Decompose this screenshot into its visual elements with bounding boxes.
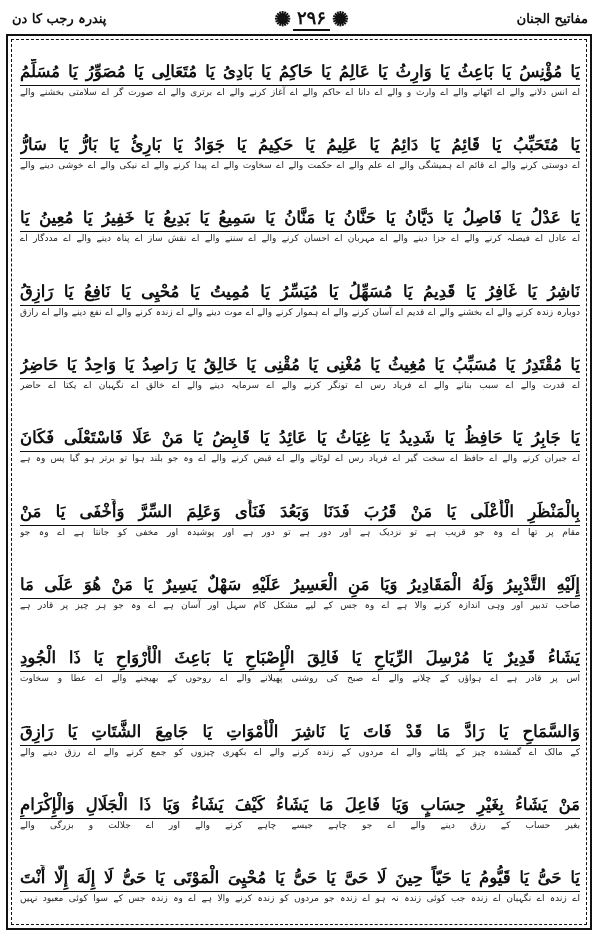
text-pair — [20, 702, 580, 775]
text-pair — [20, 42, 580, 115]
text-pair — [20, 115, 580, 188]
arabic-line: یَشَاءُ قَدِیرٌ یَا مُرْسِلَ الرِّیَاحِ یَا فَالِقَ الْإِصْبَاحِ یَا بَاعِثَ الْأَرْوَاحِ یَا ذَا الْجُودِ — [20, 648, 580, 668]
arabic-line: یَا جَابِرُ یَا حَافِظُ یَا شَدِیدُ یَا غِیَاثُ یَا عَائِدُ یَا قَابِضُ یَا مَنْ عَلَا فَاسْتَعْلَی فَکَانَ — [20, 428, 580, 448]
urdu-translation-line: اے دوستی کرنے والے اے قائم اے ہمیشگی والے اے علم والے اے حکمت والے اے سخاوت والے اے پیدا کرنے والے اے نیکی والے اے خوشی دینے والے — [20, 158, 580, 172]
arabic-line: وَالسَّمَاحِ یَا رَادَّ مَا قَدْ فَاتَ یَا نَاشِرَ الْأَمْوَاتِ یَا جَامِعَ الشَّتَاتِ یَا رَازِقَ — [20, 721, 580, 741]
text-pair — [20, 555, 580, 628]
arabic-line: إِلَیْهِ التَّدْبِیرُ وَلَهُ الْمَقَادِیرُ وَیَا مَنِ الْعَسِیرُ عَلَیْهِ سَهْلٌ یَسِیرٌ یَا مَنْ هُوَ عَلَی مَا — [20, 574, 580, 594]
urdu-translation-line: اے قدرت والے اے سبب بنانے والے اے فریاد رس اے تونگر کرنے والے اے سرمایہ دینے والے اے خالق اے نگہبان اے یکتا اے حاضر — [20, 378, 580, 392]
supplication-text — [20, 42, 580, 922]
urdu-translation-line: دوبارہ زندہ کرنے والے اے بخشنے والے اے قدیم اے آسان کرنے والے اے ہموار کرنے والے اے موت دینے والے اے زندہ کرنے والے اے نفع دینے والے اے رازق — [20, 305, 580, 319]
page-header — [12, 4, 588, 34]
star-ornament-icon: ✺ — [274, 7, 292, 31]
urdu-translation-line: اے جبران کرنے والے اے حافظ اے سخت گیر اے فریاد رس اے لوٹانے والے اے قبض کرنے والے اے وہ جو بلند ہوا تو برتر ہو گیا پس وہ ہے — [20, 451, 580, 465]
text-pair — [20, 335, 580, 408]
urdu-translation-line: مقام پر تھا اے وہ جو قریب ہے تو نزدیک ہے اور دور ہے تو دور ہے اور پوشیدہ اور مخفی کو جانتا ہے اے وہ جو — [20, 525, 580, 539]
text-pair — [20, 482, 580, 555]
urdu-translation-line: اے عادل اے فیصلہ کرنے والے اے جزا دینے والے اے مہربان اے احسان کرنے والے اے سننے والے اے نقش ساز اے پناہ دینے والے اے مددگار اے — [20, 231, 580, 245]
text-pair — [20, 189, 580, 262]
urdu-translation-line: بغیر حساب کے رزق دینے والے اے جو چاہے جیسے چاہے کرنے والے اور اے جلالت و بزرگی والے — [20, 818, 580, 832]
text-pair — [20, 262, 580, 335]
text-pair — [20, 629, 580, 702]
arabic-line: بِالْمَنْظَرِ الْأَعْلَی یَا مَنْ قَرُبَ فَدَنَا وَبَعُدَ فَنَأَی وَعَلِمَ السِّرَّ وَأَخْفَی یَا مَنْ — [20, 501, 580, 521]
text-pair — [20, 775, 580, 848]
urdu-translation-line: اے انس دلانے والے اے اٹھانے والے اے وارث و والے اے دانا اے حاکم والے اے آغاز کرنے والے اے برتری والے اے صورت گر اے سلامتی بخشنے والے — [20, 85, 580, 99]
urdu-translation-line: صاحب تدبیر اور وہی اندازہ کرنے والا ہے اے وہ جس کے لیے مشکل کام سہل اور آسان ہے اے وہ جو ہر چیز پر قادر ہے — [20, 598, 580, 612]
urdu-translation-line: اس پر قادر ہے اے ہواؤں کے چلانے والے اے صبح کی روشنی پھیلانے والے اے روحوں کے بھیجنے والے اے عطا و سخاوت — [20, 671, 580, 685]
page-number: ۲۹۶ — [293, 8, 330, 31]
arabic-line: مَنْ یَشَاءُ بِغَیْرِ حِسَابٍ وَیَا فَاعِلَ مَا یَشَاءُ کَیْفَ یَشَاءُ وَیَا ذَا الْجَلَالِ وَالْإِکْرَامِ — [20, 794, 580, 814]
book-title: مفاتیح الجنان — [516, 11, 588, 27]
arabic-line: یَا حَیُّ یَا قَیُّومُ یَا حَیّاً حِینَ لَا حَیَّ یَا حَیُّ یَا مُحْیِیَ الْمَوْتَی یَا حَیُّ لَا إِلَهَ إِلَّا أَنْتَ — [20, 868, 580, 888]
arabic-line: یَا مُقْتَدِرُ یَا مُسَبِّبُ یَا مُغِیثُ یَا مُغْنِی یَا مُقْنِی یَا خَالِقُ یَا رَاصِدُ یَا وَاحِدُ یَا حَاضِرُ — [20, 354, 580, 374]
text-pair — [20, 409, 580, 482]
star-ornament-icon: ✺ — [332, 7, 349, 31]
arabic-line: یَا مُتَحَبِّبُ یَا قَائِمُ یَا دَائِمُ یَا عَلِیمُ یَا حَکِیمُ یَا جَوَادُ یَا بَارِئُ یَا بَارُّ یَا سَارُّ — [20, 134, 580, 154]
urdu-translation-line: کے مالک اے گمشدہ چیز کے پلٹانے والے اے مردوں کے زندہ کرنے والے اے بکھری چیزوں کو جمع کرنے والے اے رزق دینے والے — [20, 745, 580, 759]
text-pair — [20, 849, 580, 922]
page-number-ornament — [274, 8, 349, 31]
arabic-line: نَاشِرُ یَا غَافِرُ یَا قَدِیمُ یَا مُسَهِّلُ یَا مُیَسِّرُ یَا مُمِیتُ یَا مُحْیِی یَا نَافِعُ یَا رَازِقُ — [20, 281, 580, 301]
arabic-line: یَا عَدْلُ یَا فَاصِلُ یَا دَیَّانُ یَا حَنَّانُ یَا مَنَّانُ یَا سَمِیعُ یَا بَدِیعُ یَا خَفِیرُ یَا مُعِینُ یَا — [20, 208, 580, 228]
urdu-translation-line: اے زندہ اے نگہبان اے زندہ جب کوئی زندہ نہ ہو اے زندہ جو مردوں کو زندہ کرنے والا ہے اے وہ زندہ جس کے سوا کوئی معبود نہیں — [20, 891, 580, 905]
arabic-line: یَا مُؤْنِسُ یَا بَاعِثُ یَا وَارِثُ یَا عَالِمُ یَا حَاکِمُ یَا بَادِیُ یَا مُتَعَالِی یَا مُصَوِّرُ یَا مُسَلِّمُ — [20, 61, 580, 81]
section-title: پندرہ رجب کا دن — [12, 11, 107, 27]
